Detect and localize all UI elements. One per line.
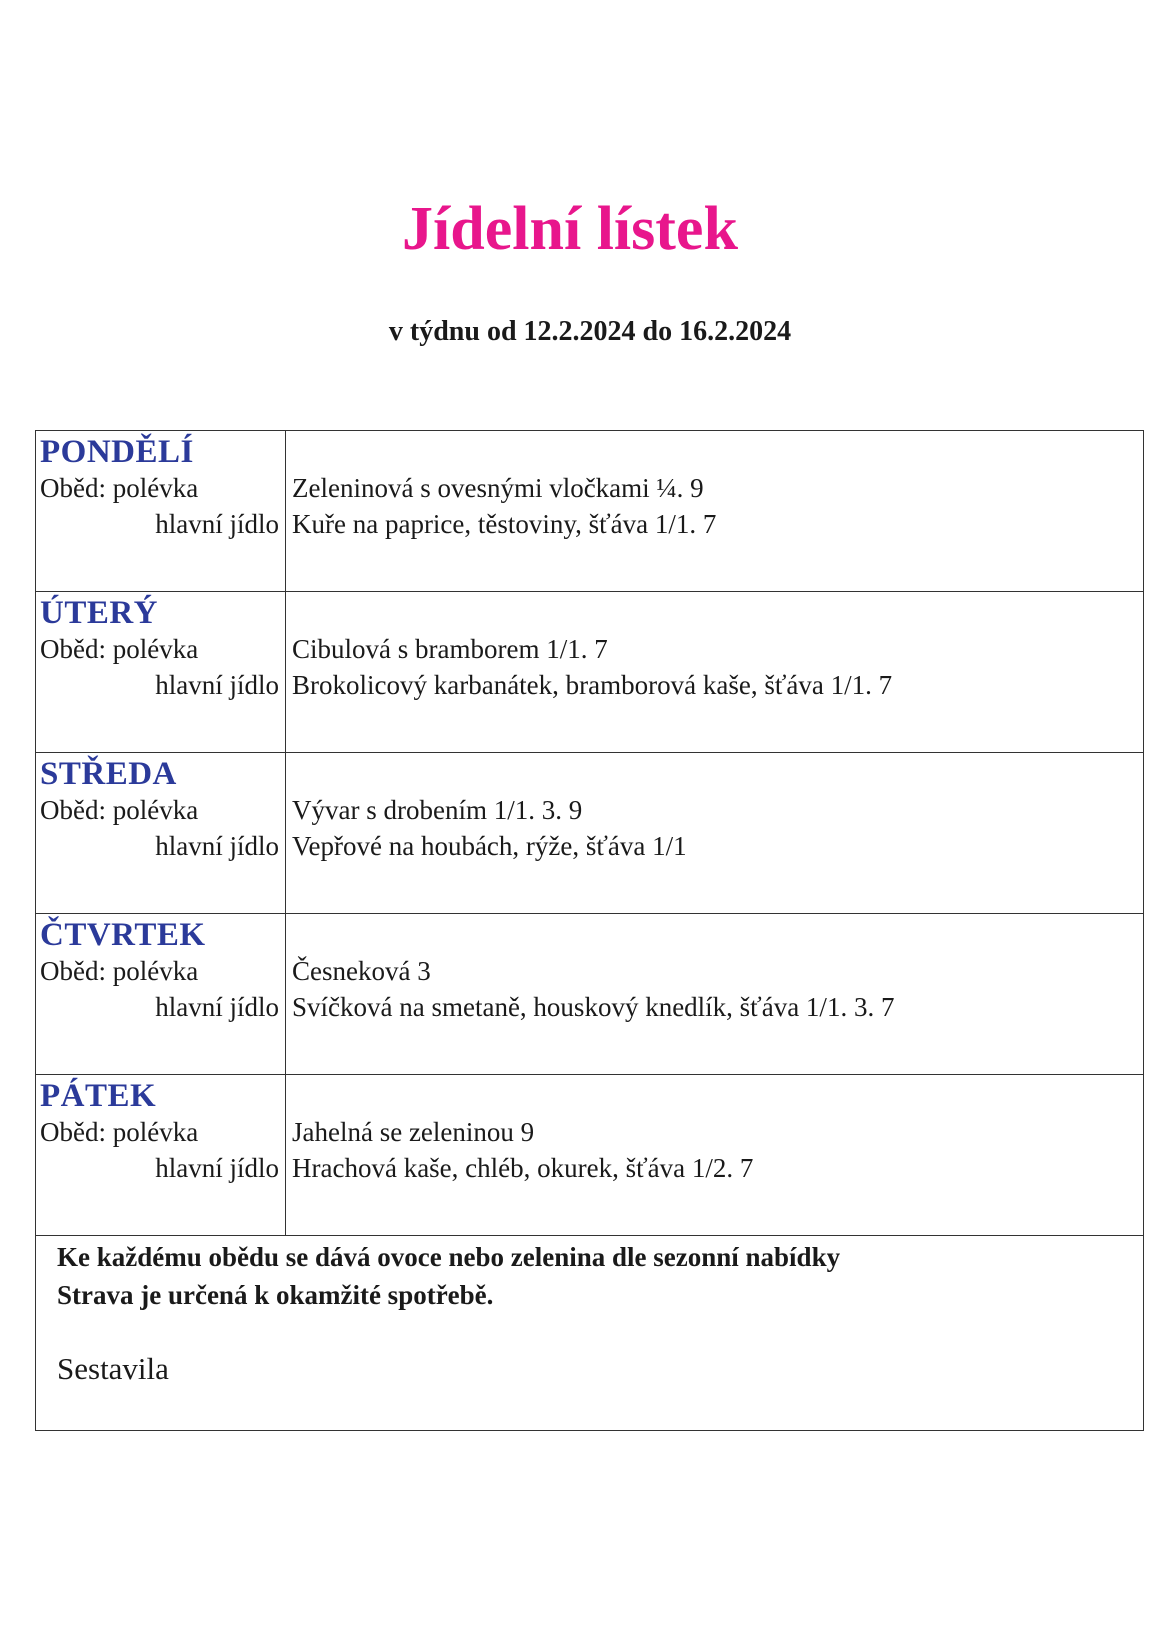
main-dish-label: hlavní jídlo [155,1153,279,1183]
main-dish: Vepřové na houbách, rýže, šťáva 1/1 [292,831,687,861]
soup-label: Oběd: polévka [40,1117,199,1147]
soup-dish: Vývar s drobením 1/1. 3. 9 [292,795,583,825]
dishes-cell [286,914,1144,1075]
day-row-monday [36,431,1144,592]
day-name: PÁTEK [40,1078,157,1114]
day-row-thursday [36,914,1144,1075]
menu-table [35,430,1144,1431]
soup-dish: Česneková 3 [292,956,431,986]
main-dish: Brokolicový karbanátek, bramborová kaše, šťáva 1/1. 7 [292,670,893,700]
day-label-cell [36,753,286,914]
day-name: STŘEDA [40,756,177,792]
main-dish: Svíčková na smetaně, houskový knedlík, šťáva 1/1. 3. 7 [292,992,895,1022]
dishes-cell [286,592,1144,753]
page-title: Jídelní lístek [402,195,738,263]
main-dish-label: hlavní jídlo [155,831,279,861]
notes-cell [36,1236,1144,1431]
day-name: ÚTERÝ [40,595,159,631]
soup-dish: Cibulová s bramborem 1/1. 7 [292,634,608,664]
day-name: ČTVRTEK [40,917,206,953]
day-label-cell [36,592,286,753]
week-range: v týdnu od 12.2.2024 do 16.2.2024 [388,316,792,347]
day-row-tuesday [36,592,1144,753]
day-label-cell [36,914,286,1075]
main-dish: Hrachová kaše, chléb, okurek, šťáva 1/2. 7 [292,1153,754,1183]
soup-label: Oběd: polévka [40,956,199,986]
dishes-cell [286,431,1144,592]
soup-label: Oběd: polévka [40,795,199,825]
day-name: PONDĚLÍ [40,434,194,470]
main-dish-label: hlavní jídlo [155,992,279,1022]
main-dish: Kuře na paprice, těstoviny, šťáva 1/1. 7 [292,509,717,539]
day-label-cell [36,431,286,592]
dishes-cell [286,753,1144,914]
day-row-wednesday [36,753,1144,914]
day-row-friday [36,1075,1144,1236]
note-consumption: Strava je určená k okamžité spotřebě. [57,1280,494,1310]
main-dish-label: hlavní jídlo [155,509,279,539]
signature-label: Sestavila [57,1351,169,1386]
note-fruit-vegetable: Ke každému obědu se dává ovoce nebo zelenina dle sezonní nabídky [57,1242,841,1272]
main-dish-label: hlavní jídlo [155,670,279,700]
soup-label: Oběd: polévka [40,634,199,664]
soup-label: Oběd: polévka [40,473,199,503]
soup-dish: Jahelná se zeleninou 9 [292,1117,535,1147]
dishes-cell [286,1075,1144,1236]
notes-row [36,1236,1144,1431]
day-label-cell [36,1075,286,1236]
soup-dish: Zeleninová s ovesnými vločkami ¼. 9 [292,473,704,503]
